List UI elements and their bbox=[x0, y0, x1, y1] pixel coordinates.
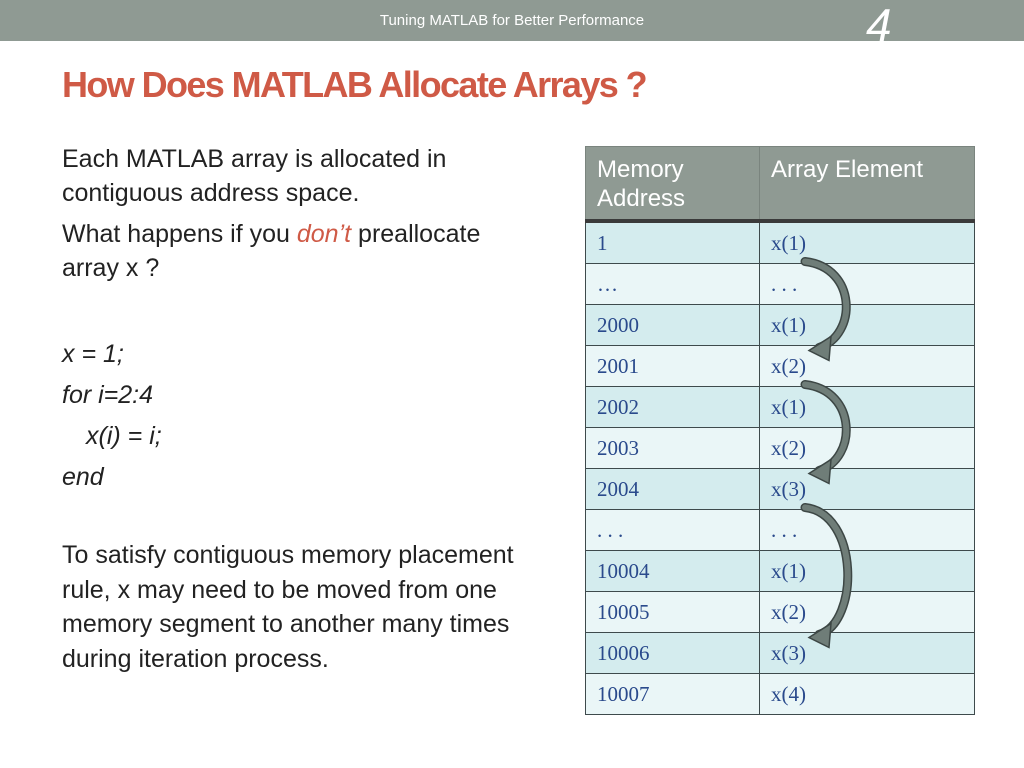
table-row bbox=[586, 264, 975, 305]
table-row bbox=[586, 592, 975, 633]
code-line: x(i) = i; bbox=[86, 422, 162, 450]
memory-address-cell: 10004 bbox=[586, 551, 760, 592]
table-row bbox=[586, 387, 975, 428]
table-row bbox=[586, 221, 975, 264]
memory-address-cell: 10005 bbox=[586, 592, 760, 633]
array-element-cell: . . . bbox=[760, 264, 975, 305]
table-body bbox=[586, 221, 975, 715]
table-row bbox=[586, 305, 975, 346]
array-element-cell: x(1) bbox=[760, 221, 975, 264]
code-line: for i=2:4 bbox=[62, 381, 154, 409]
intro-text bbox=[62, 142, 532, 285]
question-emphasis: don’t bbox=[296, 220, 352, 248]
array-element-cell: x(4) bbox=[760, 674, 975, 715]
code-line: x = 1; bbox=[62, 340, 124, 368]
slide-title: How Does MATLAB Allocate Arrays ? bbox=[62, 64, 646, 105]
question-prefix: What happens if you bbox=[62, 220, 297, 248]
array-element-cell: . . . bbox=[760, 510, 975, 551]
memory-address-cell: . . . bbox=[586, 510, 760, 551]
memory-address-cell: 2000 bbox=[586, 305, 760, 346]
memory-table bbox=[585, 146, 975, 715]
code-snippet bbox=[62, 334, 162, 498]
code-line: end bbox=[62, 463, 104, 491]
intro-question bbox=[62, 217, 532, 285]
header-memory-address: Memory Address bbox=[586, 147, 760, 222]
table-row bbox=[586, 469, 975, 510]
memory-address-cell: 2003 bbox=[586, 428, 760, 469]
memory-table-container bbox=[585, 146, 975, 712]
table-row bbox=[586, 510, 975, 551]
memory-address-cell: 2001 bbox=[586, 346, 760, 387]
array-element-cell: x(3) bbox=[760, 469, 975, 510]
header-array-element: Array Element bbox=[760, 147, 975, 222]
table-row bbox=[586, 633, 975, 674]
table-row bbox=[586, 551, 975, 592]
memory-address-cell: … bbox=[586, 264, 760, 305]
question-suffix: preallocate array x ? bbox=[62, 220, 481, 282]
table-row bbox=[586, 428, 975, 469]
header-bar bbox=[0, 0, 1024, 51]
array-element-cell: x(2) bbox=[760, 346, 975, 387]
memory-address-cell: 10006 bbox=[586, 633, 760, 674]
array-element-cell: x(2) bbox=[760, 592, 975, 633]
array-element-cell: x(1) bbox=[760, 305, 975, 346]
array-element-cell: x(3) bbox=[760, 633, 975, 674]
array-element-cell: x(1) bbox=[760, 551, 975, 592]
memory-address-cell: 2002 bbox=[586, 387, 760, 428]
slide-number: 4 bbox=[866, 0, 892, 51]
array-element-cell: x(1) bbox=[760, 387, 975, 428]
array-element-cell: x(2) bbox=[760, 428, 975, 469]
table-row bbox=[586, 346, 975, 387]
table-header-row bbox=[586, 147, 975, 222]
memory-address-cell: 10007 bbox=[586, 674, 760, 715]
intro-line: Each MATLAB array is allocated in contiguous address space. bbox=[62, 145, 447, 207]
conclusion-text: To satisfy contiguous memory placement rule, x may need to be moved from one memory segment to another many times during iteration process. bbox=[62, 541, 514, 673]
header-title: Tuning MATLAB for Better Performance bbox=[379, 12, 645, 29]
memory-address-cell: 1 bbox=[586, 221, 760, 264]
table-row bbox=[586, 674, 975, 715]
memory-address-cell: 2004 bbox=[586, 469, 760, 510]
